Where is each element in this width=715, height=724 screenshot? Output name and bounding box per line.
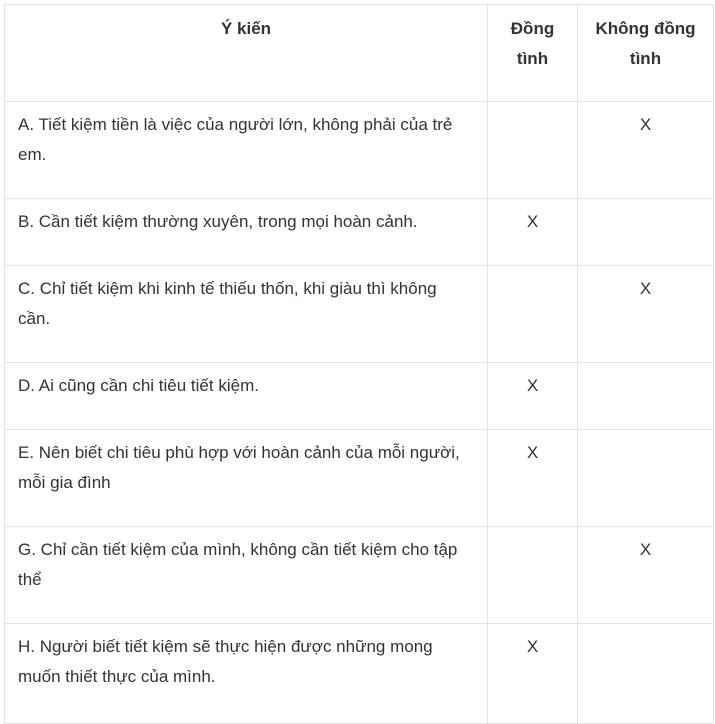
table-row [5,624,714,724]
disagree-cell: X [578,102,714,199]
table-row [5,199,714,266]
opinion-table [4,4,714,724]
opinion-cell: B. Cần tiết kiệm thường xuyên, trong mọi hoàn cảnh. [5,199,488,266]
table-row [5,363,714,430]
header-disagree: Không đồng tình [578,5,714,102]
opinion-cell: H. Người biết tiết kiệm sẽ thực hiện được những mong muốn thiết thực của mình. [5,624,488,724]
header-agree: Đồng tình [488,5,578,102]
agree-cell [488,527,578,624]
disagree-cell [578,363,714,430]
agree-cell: X [488,199,578,266]
opinion-cell: E. Nên biết chi tiêu phù hợp với hoàn cảnh của mỗi người, mỗi gia đình [5,430,488,527]
opinion-cell: A. Tiết kiệm tiền là việc của người lớn, không phải của trẻ em. [5,102,488,199]
disagree-cell: X [578,527,714,624]
header-opinion: Ý kiến [5,5,488,102]
table-header-row [5,5,714,102]
agree-cell: X [488,363,578,430]
agree-cell: X [488,624,578,724]
opinion-cell: G. Chỉ cần tiết kiệm của mình, không cần tiết kiệm cho tập thể [5,527,488,624]
disagree-cell: X [578,266,714,363]
table-row [5,102,714,199]
agree-cell [488,102,578,199]
table-row [5,266,714,363]
agree-cell [488,266,578,363]
disagree-cell [578,624,714,724]
agree-cell: X [488,430,578,527]
opinion-cell: D. Ai cũng cần chi tiêu tiết kiệm. [5,363,488,430]
opinion-cell: C. Chỉ tiết kiệm khi kinh tế thiếu thốn, khi giàu thì không cần. [5,266,488,363]
table-row [5,430,714,527]
disagree-cell [578,199,714,266]
table-row [5,527,714,624]
disagree-cell [578,430,714,527]
